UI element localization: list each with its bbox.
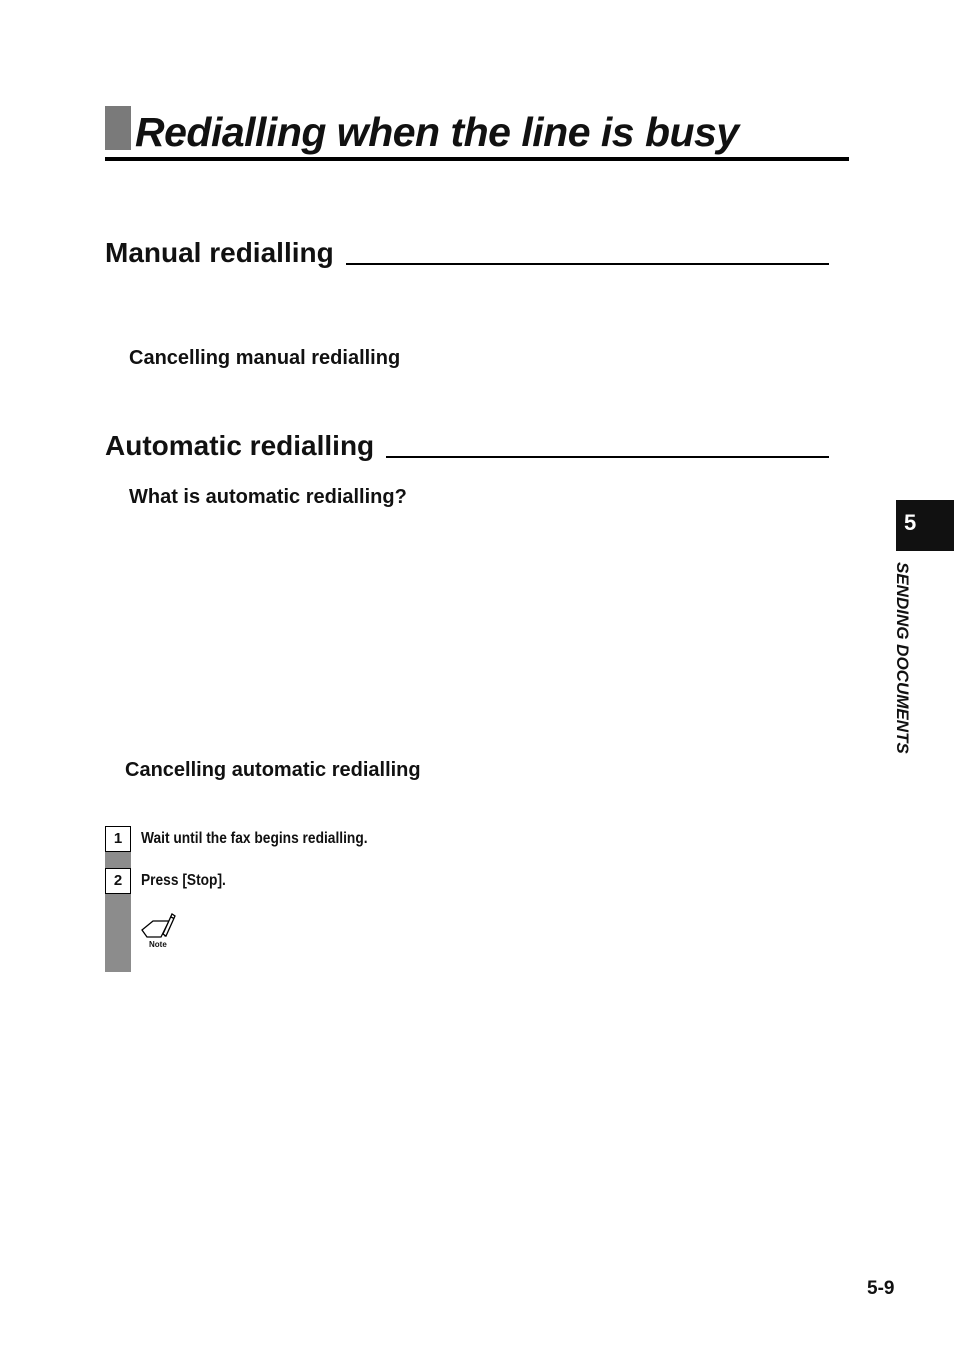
section-heading-manual-label: Manual redialling (105, 237, 334, 268)
chapter-side-label-text: SENDING DOCUMENTS (893, 562, 912, 754)
section-rule (386, 456, 829, 458)
title-rule (105, 157, 849, 161)
note-label: Note (149, 940, 167, 949)
section-heading-automatic-label: Automatic redialling (105, 430, 375, 461)
chapter-tab (896, 500, 954, 551)
section-rule (346, 263, 829, 265)
chapter-number: 5 (904, 510, 917, 535)
step-text: Press [Stop]. (141, 872, 226, 889)
subheading-cancel-automatic: Cancelling automatic redialling (125, 759, 421, 781)
title-marker (105, 106, 131, 150)
subheading-cancel-manual: Cancelling manual redialling (129, 347, 401, 369)
page-number: 5-9 (867, 1278, 895, 1299)
section-heading-manual (105, 230, 829, 270)
step-text: Wait until the fax begins redialling. (141, 830, 368, 847)
subheading-what-automatic: What is automatic redialling? (129, 486, 407, 508)
section-heading-automatic (105, 423, 829, 463)
page-title-block (105, 104, 849, 162)
step-number: 2 (105, 868, 131, 894)
step-number: 1 (105, 826, 131, 852)
page-title: Redialling when the line is busy (135, 109, 739, 155)
chapter-side-label (892, 562, 916, 838)
